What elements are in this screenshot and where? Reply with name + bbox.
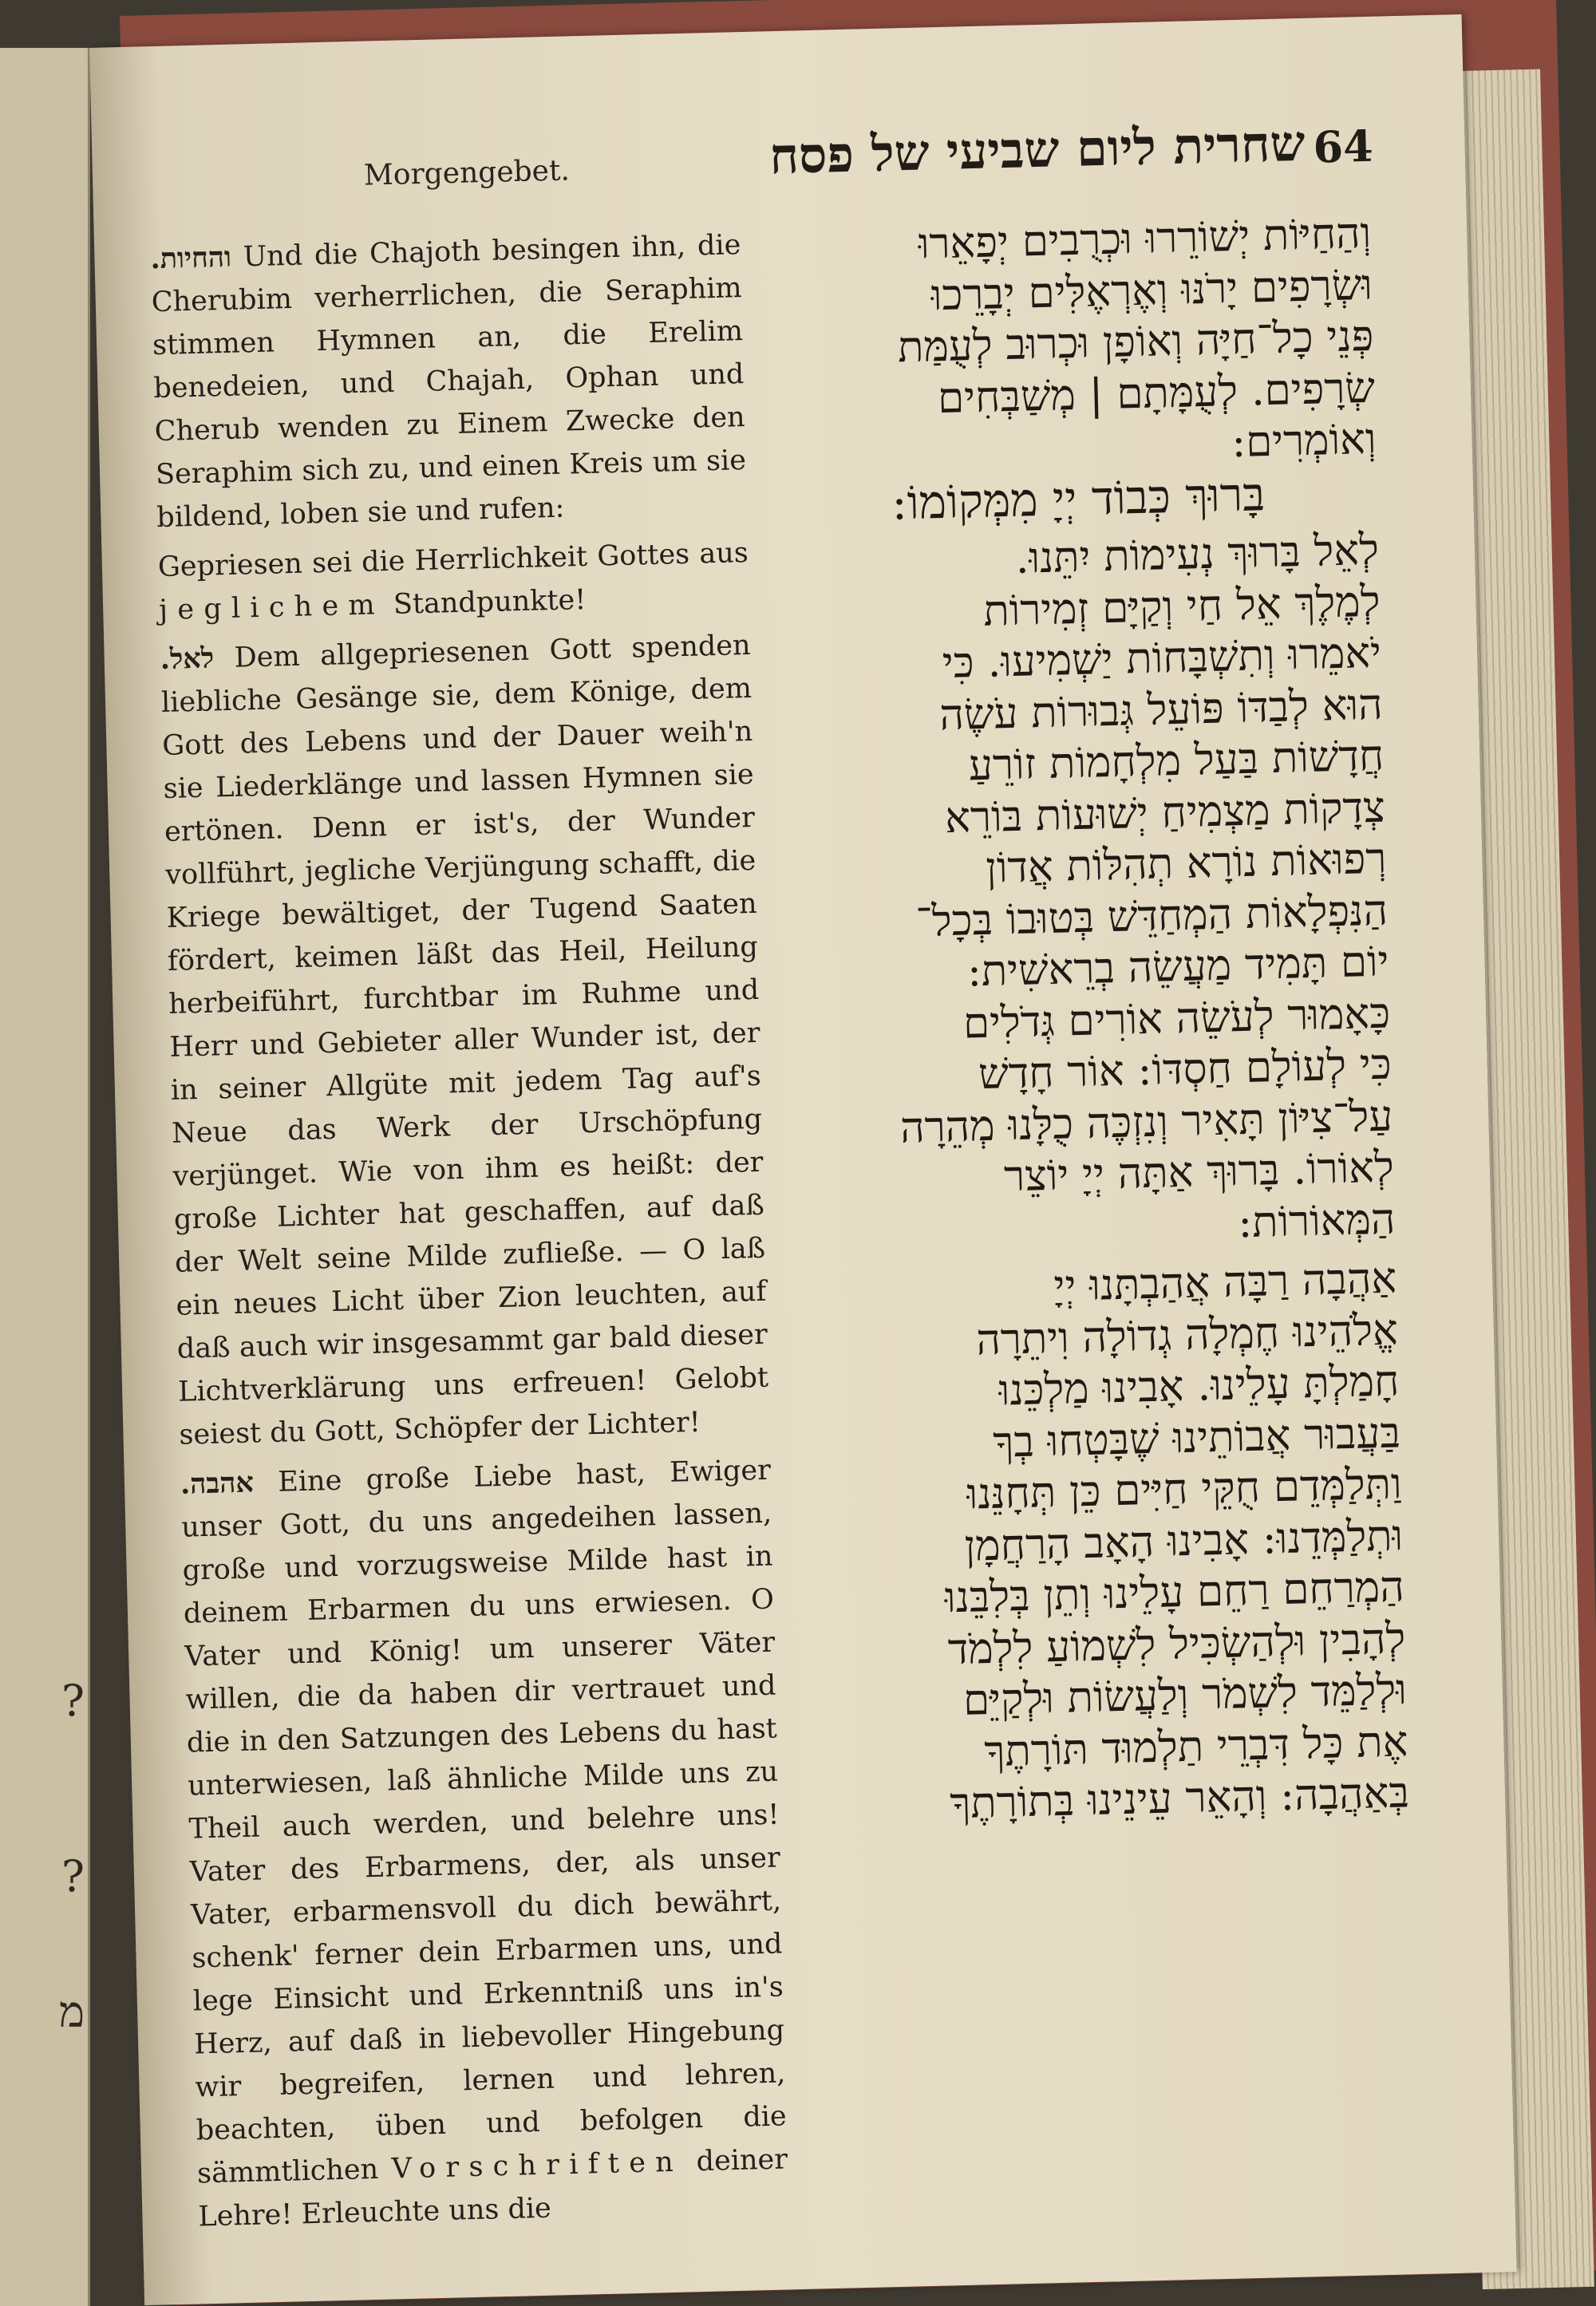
running-head-german: Morgengebet. bbox=[363, 154, 571, 192]
hebrew-line: וְהַחַיּוֹת יְשׁוֹרֵרוּ וּכְרֻבִים יְפָאֵרוּ bbox=[918, 208, 1372, 269]
hebrew-line: אֱלֹהֵינוּ חֶמְלָה גְדוֹלָה וִיתֵרָה bbox=[975, 1305, 1399, 1364]
hebrew-line: חֲדָשׁוֹת בַּעַל מִלְחָמוֹת זוֹרֵעַ bbox=[968, 731, 1385, 791]
german-paragraph bbox=[180, 1449, 789, 2239]
hebrew-line: בַּעֲבוּר אֲבוֹתֵינוּ שֶׁבָּטְחוּ בְךָ bbox=[992, 1408, 1401, 1467]
hebrew-line: הוּא לְבַדּוֹ פּוֹעֵל גְּבוּרוֹת עֹשֶׂה bbox=[938, 680, 1384, 740]
hebrew-line: וּתְלַמְּדֵנוּ: אָבִינוּ הָאָב הָרַחֲמָן bbox=[963, 1510, 1404, 1571]
hebrew-line: שְׂרָפִים. לְעֻמָּתָם | מְשַׁבְּחִים bbox=[937, 363, 1376, 423]
hebrew-column bbox=[772, 208, 1410, 1834]
hebrew-line: יוֹם תָּמִיד מַעֲשֵׂה בְרֵאשִׁית: bbox=[966, 937, 1390, 997]
paragraph-text: Standpunkte! bbox=[393, 584, 587, 621]
paragraph-cue: לאל. bbox=[160, 642, 215, 677]
paragraph-text: deiner Lehre! Erleuchte uns die bbox=[197, 2143, 788, 2233]
emphasized-word: Vorschriften bbox=[391, 2146, 684, 2186]
hebrew-line: אֶת כָּל דִּבְרֵי תַלְמוּד תּוֹרָתֶךָ bbox=[983, 1716, 1409, 1776]
hebrew-line: הַמְּאוֹרוֹת: bbox=[1237, 1194, 1396, 1247]
paragraph-text: Dem allgepriesenen Gott spenden liebliche Gesänge sie, dem Könige, dem Gott des Lebens und der Dauer weih'n sie Liederklänge und lassen Hymnen sie ertönen. Denn er ist's, der Wunder vollführt, jegliche Verjüngung schafft, die Kriege bewältiget, der Tugend Saaten fördert, keimen läßt das Heil, Heilung herbeiführt, furchtbar im Ruhme und Herr und Gebieter aller Wunder ist, der in seiner Allgüte mit jedem Tag auf's Neue das Werk der Urschöpfung verjünget. Wie von ihm es heißt: der große Lichter hat geschaffen, auf daß der Welt seine Milde zufließe. — O laß ein neues Licht über Zion leuchten, auf daß auch wir insgesammt gar bald dieser Lichtverklärung uns erfreuen! Gelobt seiest du Gott, Schöpfer der Lichter! bbox=[160, 629, 769, 1451]
hebrew-line: כִּי לְעוֹלָם חַסְדּוֹ: אוֹר חָדָשׁ bbox=[978, 1040, 1393, 1100]
hebrew-line: לְמֶלֶךְ אֵל חַי וְקַיָּם זְמִירוֹת bbox=[982, 577, 1381, 636]
hebrew-line: לְהָבִין וּלְהַשְׂכִּיל לִשְׁמוֹעַ לִלְמֹד bbox=[947, 1613, 1406, 1674]
hebrew-line: פְּנֵי כָל־חַיָּה וְאוֹפָן וּכְרוּב לְעֻמַּת bbox=[897, 311, 1375, 373]
facing-page-fragment: מ bbox=[58, 1987, 85, 2037]
hebrew-line: כָּאָמוּר לְעֹשֵׂה אוֹרִים גְּדֹלִים bbox=[962, 989, 1391, 1048]
german-column bbox=[150, 223, 789, 2245]
paragraph-text: Eine große Liebe hast, Ewiger unser Gott, du uns angedeihen lassen, große und vorzugsweise Milde hast in deinem Erbarmen du uns erwiesen. O Vater und König! um unserer Väter willen, die da haben dir vertrauet und die in den Satzungen des Lebens du hast unterwiesen, laß ähnliche Milde uns zu Theil auch werden, und belehre uns! Vater des Erbarmens, der, als unser Vater, erbarmensvoll du dich bewährt, schenk' ferner dein Erbarmen uns, und lege Einsicht und Erkenntniß uns in's Herz, auf daß in liebevoller Hingebung wir begreifen, lernen und lehren, beachten, üben und befolgen die sämmtlichen bbox=[180, 1454, 788, 2190]
facing-page-fragment: ? bbox=[61, 1851, 85, 1901]
hebrew-line: לְאוֹרוֹ. בָּרוּךְ אַתָּה יְיָ יוֹצֵר bbox=[1003, 1143, 1395, 1202]
emphasized-word: jeglichem bbox=[158, 589, 385, 627]
hebrew-line: וּשְׂרָפִים יָרֹנּוּ וְאֶרְאֶלִּים יְבָרֵכוּ bbox=[930, 260, 1373, 320]
hebrew-line: בְּאַהֲבָה: וְהָאֵר עֵינֵינוּ בְּתוֹרָתֶךָ bbox=[949, 1768, 1410, 1829]
paragraph-cue: אהבה. bbox=[180, 1466, 255, 1501]
german-paragraph bbox=[160, 624, 770, 1457]
facing-page-edge bbox=[0, 48, 90, 2306]
german-paragraph bbox=[157, 531, 749, 632]
paragraph-text: Und die Chajoth besingen ihn, die Cherubim verherrlichen, die Seraphim stimmen Hymnen an, die Erelim benedeien, und Chajah, Ophan und Cherub wenden zu Einem Zwecke den Seraphim sich zu, und einen Kreis um sie bildend, loben sie und rufen: bbox=[151, 229, 747, 535]
hebrew-line: הַמְרַחֵם רַחֵם עָלֵינוּ וְתֵן בְּלִבֵּנוּ bbox=[944, 1562, 1405, 1623]
book-page bbox=[89, 14, 1517, 2305]
hebrew-line: הַנִּפְלָאוֹת הַמְחַדֵּשׁ בְּטוּבוֹ בְּכָל־ bbox=[915, 886, 1389, 946]
page-number: 64 bbox=[1312, 120, 1374, 173]
hebrew-line: צְדָקוֹת מַצְמִיחַ יְשׁוּעוֹת בּוֹרֵא bbox=[944, 783, 1386, 843]
hebrew-line: אַהֲבָה רַבָּה אֲהַבְתָּנוּ יְיָ bbox=[1053, 1254, 1397, 1311]
hebrew-line: וַתְּלַמְּדֵם חֻקֵּי חַיִּים כֵּן תְּחָנֵּנוּ bbox=[966, 1459, 1403, 1519]
hebrew-line: וְאוֹמְרִים: bbox=[1231, 414, 1377, 468]
hebrew-verse: בָּרוּךְ כְּבוֹד יְיָ מִמְּקוֹמוֹ: bbox=[891, 466, 1266, 531]
hebrew-line: לְאֵל בָּרוּךְ נְעִימוֹת יִתֵּנוּ. bbox=[1014, 525, 1380, 583]
hebrew-line: יֹאמֵרוּ וְתִשְׁבָּחוֹת יַשְׁמִיעוּ. כִּי bbox=[942, 628, 1382, 689]
paragraph-cue: והחיות. bbox=[149, 240, 232, 276]
paragraph-text: Gepriesen sei die Herrlichkeit Gottes aus bbox=[157, 537, 749, 584]
hebrew-line: חָמַלְתָּ עָלֵינוּ. אָבִינוּ מַלְכֵּנוּ bbox=[998, 1356, 1400, 1416]
facing-page-fragment: ? bbox=[61, 1676, 85, 1726]
hebrew-line: עַל־צִיּוֹן תָּאִיר וְנִזְכֶּה כֻלָּנוּ מְהֵרָה bbox=[899, 1092, 1393, 1153]
hebrew-line: וּלְלַמֵּד לִשְׁמֹר וְלַעֲשׂוֹת וּלְקַיֵּם bbox=[962, 1665, 1408, 1725]
running-head-hebrew: שחרית ליום שביעי של פסח bbox=[768, 113, 1306, 186]
german-paragraph bbox=[150, 223, 748, 539]
hebrew-line: רְפוּאוֹת נוֹרָא תְהִלּוֹת אֲדוֹן bbox=[985, 834, 1388, 893]
